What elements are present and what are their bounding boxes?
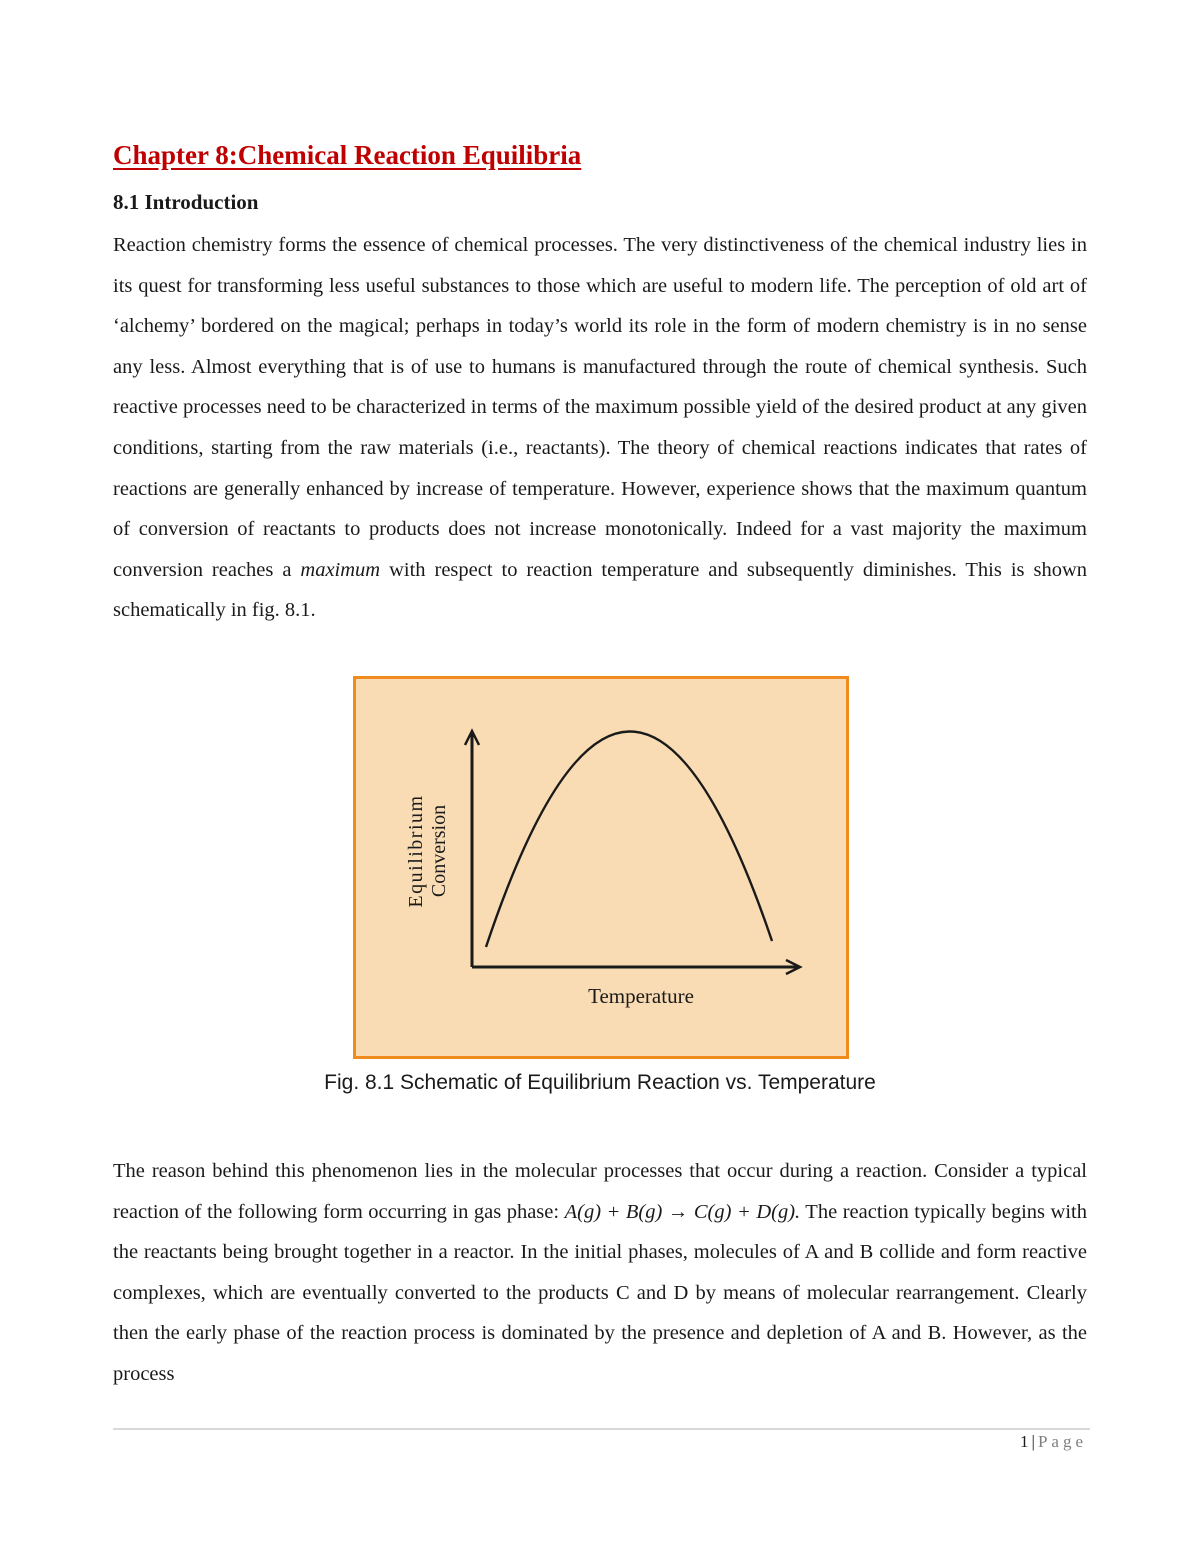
reaction-text-part1: The reason behind this phenomenon lies in the molecular processes that occur during a reaction. Consider a typical reaction of the following form occurring in gas phase: [113,1160,1087,1223]
x-axis-label: Temperature [588,984,694,1008]
footer-divider [113,1428,1090,1430]
figure-caption: Fig. 8.1 Schematic of Equilibrium Reaction vs. Temperature [324,1071,876,1094]
figure-8-1 [353,676,849,1059]
intro-text-part1: Reaction chemistry forms the essence of chemical processes. The very distinctiveness of the chemical industry lies in its quest for transforming less useful substances to those which are useful to modern life. The perception of old art of ‘alchemy’ bordered on the magical; perhaps in today’s world its role in the form of modern chemistry is in no sense any less. Almost everything that is of use to humans is manufactured through the route of chemical synthesis. Such reactive processes need to be characterized in terms of the maximum possible yield of the desired product at any given conditions, starting from the raw materials (i.e., reactants). The theory of chemical reactions indicates that rates of reactions are generally enhanced by increase of temperature. However, experience shows that the maximum quantum of conversion of reactants to products does not increase monotonically. Indeed for a vast majority the maximum conversion reaches a [113,234,1087,581]
intro-paragraph [113,225,1087,631]
figure-diagram [356,679,846,1056]
page-separator: | [1031,1432,1035,1451]
reaction-text-part2: The reaction typically begins with the reactants being brought together in a reactor. In the initial phases, molecules of A and B collide and form reactive complexes, which are eventually converted to the products C and D by means of molecular rearrangement. Clearly then the early phase of the reaction process is dominated by the presence and depletion of A and B. However, as the process [113,1200,1087,1385]
y-axis-label-line1: Equilibrium [405,794,427,908]
intro-text-part2: with respect to reaction temperature and subsequently diminishes. This is shown schematically in fig. 8.1. [113,558,1087,622]
section-heading: 8.1 Introduction [113,190,259,214]
intro-emphasis: maximum [300,558,381,581]
equilibrium-curve [486,731,772,947]
page-word: Page [1037,1432,1087,1451]
reaction-formula: A(g) + B(g) → C(g) + D(g). [564,1200,801,1223]
y-axis-label-line2: Conversion [428,804,450,898]
page-footer [1020,1432,1087,1452]
chapter-title: Chapter 8:Chemical Reaction Equilibria [113,140,582,170]
reaction-paragraph [113,1151,1087,1395]
page-number: 1 [1020,1432,1029,1451]
